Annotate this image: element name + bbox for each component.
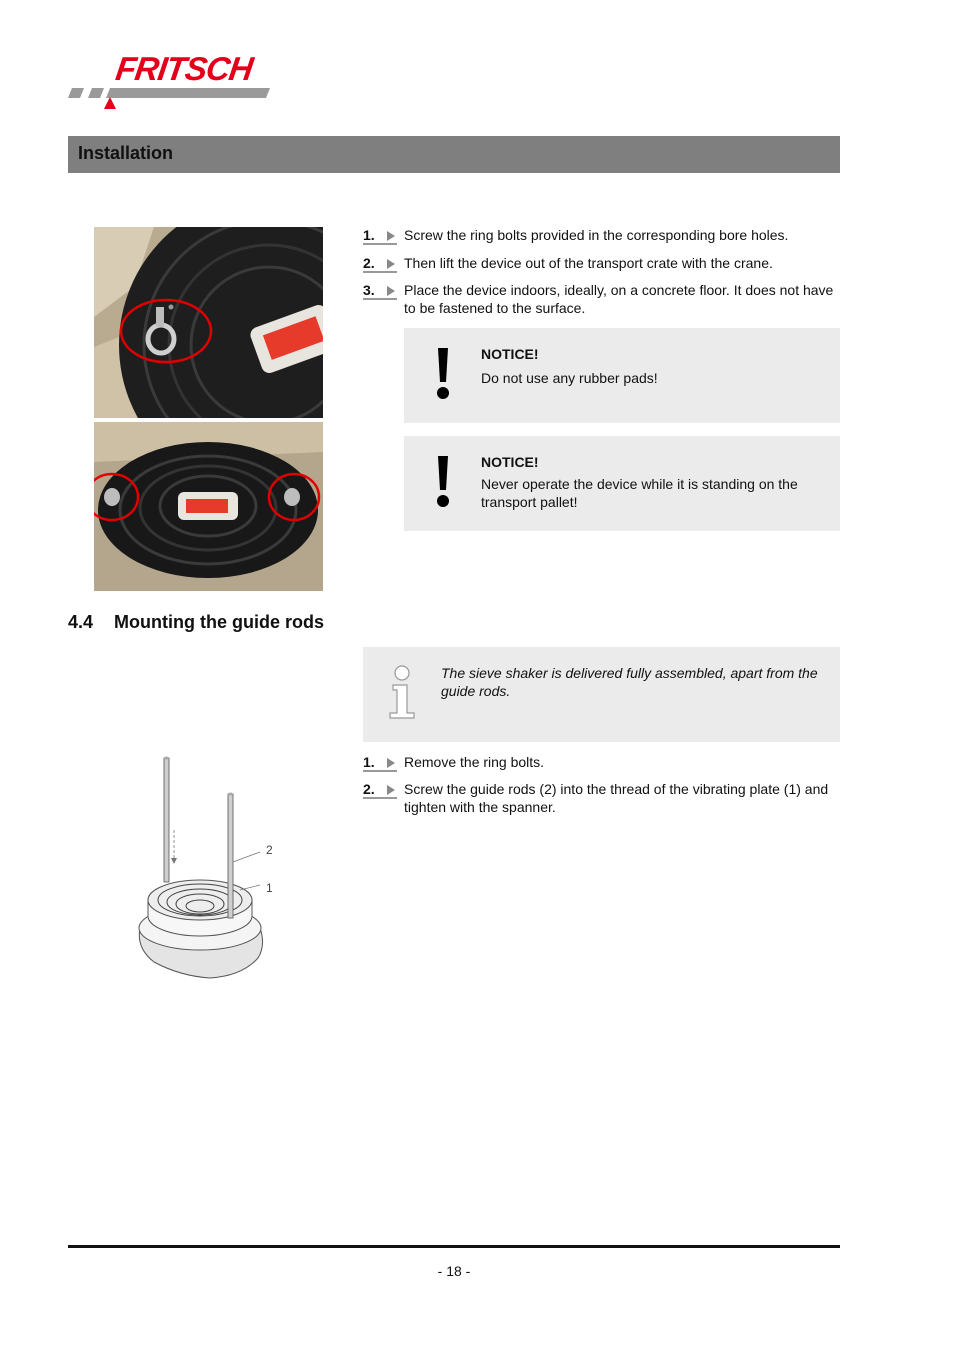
step-item xyxy=(363,753,840,771)
photo-ring-bolt-closeup xyxy=(94,227,323,418)
photo-device-top-view xyxy=(94,422,323,591)
step-item xyxy=(363,254,840,272)
notice-box xyxy=(404,436,840,531)
step-arrow-icon xyxy=(387,231,395,241)
notice-title: NOTICE! xyxy=(481,454,539,470)
info-icon xyxy=(387,665,417,720)
notice-box xyxy=(404,328,840,423)
step-text: Then lift the device out of the transport crate with the crane. xyxy=(404,255,773,271)
step-number: 1. xyxy=(363,753,397,772)
step-text: Screw the ring bolts provided in the corresponding bore holes. xyxy=(404,227,789,243)
step-item xyxy=(363,281,840,317)
fritsch-logo xyxy=(66,50,286,114)
logo-text: FRITSCH xyxy=(113,50,255,87)
notice-title: NOTICE! xyxy=(481,346,539,362)
step-number: 2. xyxy=(363,254,397,273)
step-arrow-icon xyxy=(387,785,395,795)
exclamation-icon xyxy=(436,456,450,508)
step-number: 3. xyxy=(363,281,397,300)
step-number: 2. xyxy=(363,780,397,799)
info-box xyxy=(363,647,840,742)
step-item xyxy=(363,226,840,244)
step-text: Remove the ring bolts. xyxy=(404,754,545,770)
step-item xyxy=(363,780,840,816)
step-text: Place the device indoors, ideally, on a concrete floor. It does not have to be fastened to the surface. xyxy=(404,282,834,316)
label-plate: 1 xyxy=(266,881,273,895)
step-number: 1. xyxy=(363,226,397,245)
guide-rods-drawing xyxy=(120,750,320,985)
page-number: - 18 - xyxy=(437,1263,471,1279)
step-arrow-icon xyxy=(387,259,395,269)
notice-body: Never operate the device while it is standing on the transport pallet! xyxy=(481,476,798,510)
notice-body: Do not use any rubber pads! xyxy=(481,370,658,386)
section-header-bar xyxy=(68,136,840,173)
footer-rule xyxy=(68,1245,840,1248)
subsection-heading xyxy=(68,612,324,633)
subsection-title: Mounting the guide rods xyxy=(114,612,324,632)
info-text: The sieve shaker is delivered fully assembled, apart from the guide rods. xyxy=(441,665,818,699)
step-arrow-icon xyxy=(387,758,395,768)
exclamation-icon xyxy=(436,348,450,400)
section-title: Installation xyxy=(78,143,174,163)
label-rod: 2 xyxy=(266,843,273,857)
subsection-number: 4.4 xyxy=(68,612,94,632)
step-text: Screw the guide rods (2) into the thread of the vibrating plate (1) and tighten with the spanner. xyxy=(404,781,829,815)
step-arrow-icon xyxy=(387,286,395,296)
